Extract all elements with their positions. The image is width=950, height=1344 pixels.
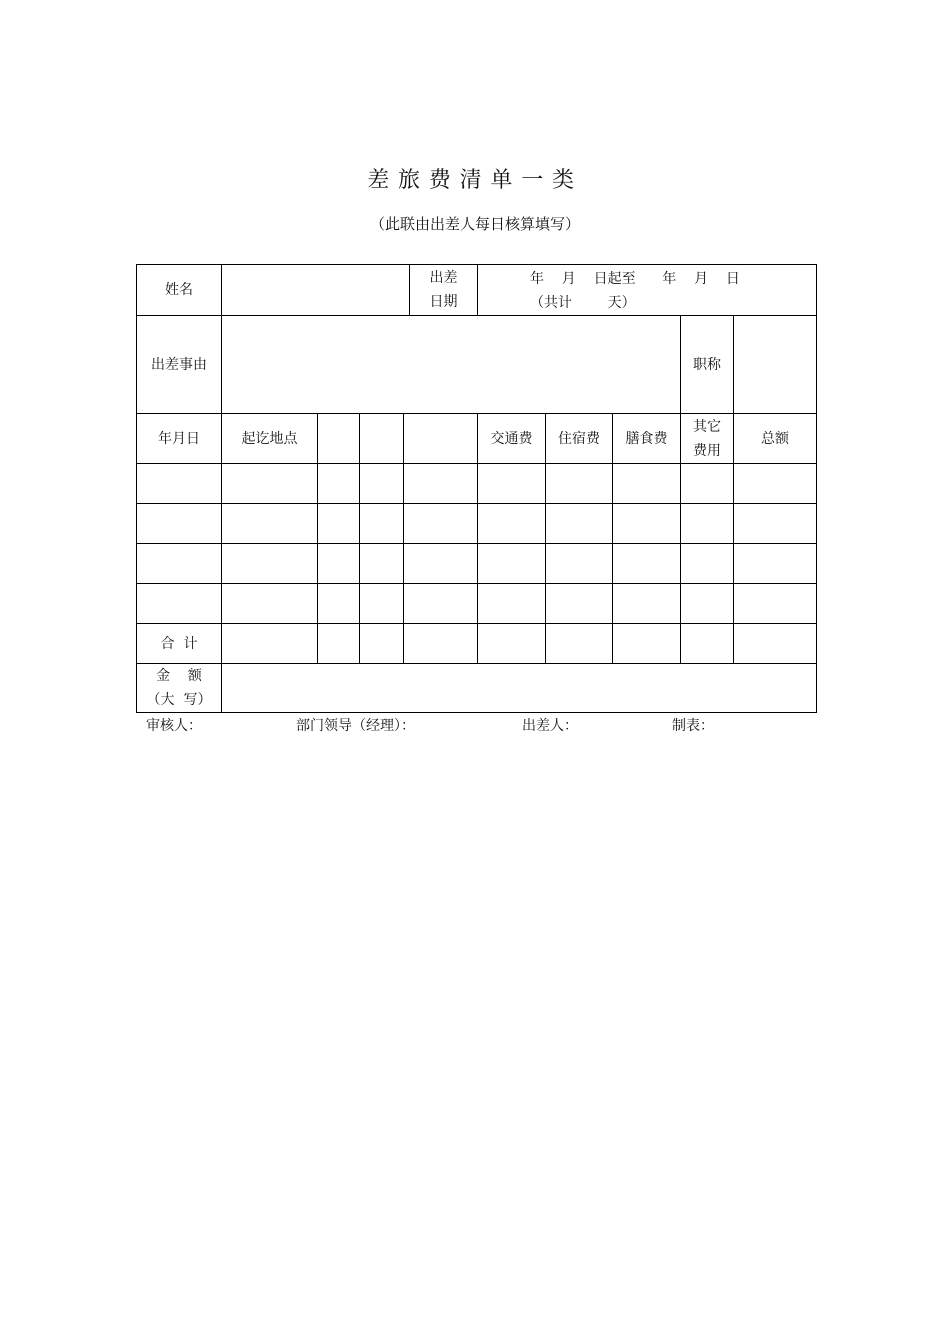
- row-cell[interactable]: [136, 463, 221, 503]
- row-cell[interactable]: [221, 543, 317, 583]
- row-cell[interactable]: [733, 543, 817, 583]
- footer-traveler: 出差人：: [522, 718, 578, 734]
- footer-dept-leader: 部门领导（经理）：: [296, 718, 415, 734]
- header-meals-text: 膳食费: [625, 430, 668, 447]
- subtotal-cell[interactable]: [317, 623, 359, 663]
- reason-label: [136, 315, 221, 413]
- header-blank-3: [403, 413, 477, 463]
- name-label-text: 姓名: [165, 282, 193, 298]
- trip-date-label: [409, 264, 477, 315]
- form-title: 差旅费清单一类: [367, 168, 583, 193]
- row-cell[interactable]: [612, 583, 680, 623]
- header-date-text: 年月日: [158, 430, 200, 447]
- header-lodging: [545, 413, 612, 463]
- row-cell[interactable]: [680, 583, 733, 623]
- row-cell[interactable]: [477, 583, 545, 623]
- row-cell[interactable]: [221, 503, 317, 543]
- footer-reviewer: 审核人：: [146, 718, 202, 734]
- subtotal-label: [136, 623, 221, 663]
- row-cell[interactable]: [545, 583, 612, 623]
- row-cell[interactable]: [403, 543, 477, 583]
- row-cell[interactable]: [136, 543, 221, 583]
- row-cell[interactable]: [317, 463, 359, 503]
- header-blank-2: [359, 413, 403, 463]
- amount-label-line1: 金 额: [156, 668, 202, 684]
- header-places: [221, 413, 317, 463]
- subtotal-cell[interactable]: [403, 623, 477, 663]
- job-title-label-text: 职称: [693, 356, 721, 373]
- header-blank-1: [317, 413, 359, 463]
- row-cell[interactable]: [612, 463, 680, 503]
- row-cell[interactable]: [680, 543, 733, 583]
- form-subtitle: （此联由出差人每日核算填写）: [369, 215, 580, 233]
- header-other: [680, 413, 733, 463]
- row-cell[interactable]: [403, 583, 477, 623]
- row-cell[interactable]: [733, 503, 817, 543]
- row-cell[interactable]: [403, 503, 477, 543]
- row-cell[interactable]: [359, 583, 403, 623]
- row-cell[interactable]: [545, 463, 612, 503]
- header-meals: [612, 413, 680, 463]
- row-cell[interactable]: [221, 463, 317, 503]
- reason-field[interactable]: [221, 315, 680, 413]
- trip-date-field[interactable]: [477, 264, 817, 315]
- row-cell[interactable]: [477, 463, 545, 503]
- header-transport: [477, 413, 545, 463]
- job-title-label: [680, 315, 733, 413]
- subtotal-cell[interactable]: [733, 623, 817, 663]
- subtotal-cell[interactable]: [359, 623, 403, 663]
- row-cell[interactable]: [545, 503, 612, 543]
- row-cell[interactable]: [612, 503, 680, 543]
- row-cell[interactable]: [136, 503, 221, 543]
- header-total: [733, 413, 817, 463]
- row-cell[interactable]: [477, 543, 545, 583]
- row-cell[interactable]: [403, 463, 477, 503]
- name-label: [136, 264, 221, 315]
- job-title-field[interactable]: [733, 315, 817, 413]
- header-lodging-text: 住宿费: [558, 430, 600, 447]
- row-cell[interactable]: [359, 503, 403, 543]
- row-cell[interactable]: [680, 463, 733, 503]
- row-cell[interactable]: [317, 503, 359, 543]
- amount-words-label: [136, 663, 221, 713]
- row-cell[interactable]: [733, 463, 817, 503]
- subtotal-cell[interactable]: [612, 623, 680, 663]
- header-other-line2: 费用: [693, 442, 721, 459]
- row-cell[interactable]: [221, 583, 317, 623]
- amount-words-field[interactable]: [221, 663, 817, 713]
- subtotal-cell[interactable]: [221, 623, 317, 663]
- header-date: [136, 413, 221, 463]
- footer-preparer: 制表：: [672, 718, 714, 734]
- amount-label-line2: （大 写）: [146, 692, 212, 708]
- row-cell[interactable]: [136, 583, 221, 623]
- header-transport-text: 交通费: [490, 430, 533, 447]
- subtotal-cell[interactable]: [545, 623, 612, 663]
- header-total-text: 总额: [761, 430, 789, 447]
- row-cell[interactable]: [359, 463, 403, 503]
- date-range-line: 年 月 日起至 年 月 日: [530, 271, 740, 287]
- subtotal-cell[interactable]: [680, 623, 733, 663]
- row-cell[interactable]: [545, 543, 612, 583]
- row-cell[interactable]: [359, 543, 403, 583]
- subtotal-label-text: 合 计: [160, 635, 198, 652]
- trip-date-label-line2: 日期: [429, 294, 458, 310]
- row-cell[interactable]: [733, 583, 817, 623]
- row-cell[interactable]: [680, 503, 733, 543]
- row-cell[interactable]: [317, 583, 359, 623]
- date-total-line: （共计 天）: [530, 295, 636, 311]
- row-cell[interactable]: [612, 543, 680, 583]
- reason-label-text: 出差事由: [151, 356, 207, 373]
- header-other-line1: 其它: [693, 418, 721, 435]
- name-field[interactable]: [221, 264, 409, 315]
- row-cell[interactable]: [477, 503, 545, 543]
- row-cell[interactable]: [317, 543, 359, 583]
- subtotal-cell[interactable]: [477, 623, 545, 663]
- header-places-text: 起讫地点: [241, 430, 298, 447]
- trip-date-label-line1: 出差: [429, 270, 458, 286]
